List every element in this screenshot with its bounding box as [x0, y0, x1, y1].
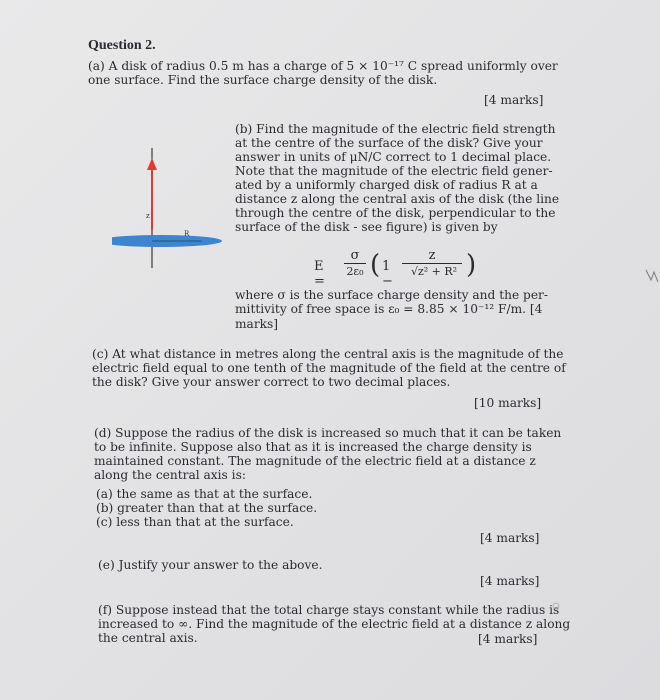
part-c-line-3: the disk? Give your answer correct to two decimal places.	[92, 375, 451, 389]
charged-disk-figure	[112, 140, 222, 270]
formula-fraction-bar	[344, 263, 366, 264]
part-c-line-1: (c) At what distance in metres along the central axis is the magnitude of the	[92, 347, 564, 361]
part-b-line-2: at the centre of the surface of the disk? Give your	[235, 136, 543, 150]
handwriting-cursor-icon	[645, 268, 659, 286]
part-f-line-1: (f) Suppose instead that the total charge stays constant while the radius is	[98, 603, 560, 617]
part-d-marks: [4 marks]	[480, 531, 540, 545]
part-d-option-b: (b) greater than that at the surface.	[96, 501, 318, 515]
radius-label: R	[184, 230, 190, 238]
formula-one-minus: 1 −	[382, 259, 393, 289]
part-e-marks: [4 marks]	[480, 574, 540, 588]
part-b-marks: marks]	[235, 317, 279, 331]
part-d-line-3: maintained constant. The magnitude of the electric field at a distance z	[94, 454, 536, 468]
part-d-line-4: along the central axis is:	[94, 468, 246, 482]
part-f-line-3: the central axis.	[98, 631, 198, 645]
part-c-marks: [10 marks]	[474, 396, 542, 410]
part-b-line-3: answer in units of μN/C correct to 1 decimal place.	[235, 150, 552, 164]
formula-right-paren: )	[466, 250, 477, 280]
formula-left-paren: (	[370, 250, 381, 280]
part-b-line-6: distance z along the central axis of the disk (the line	[235, 192, 560, 206]
question-title: Question 2.	[88, 38, 156, 53]
part-a-marks: [4 marks]	[484, 93, 544, 107]
small-circle-icon	[552, 602, 560, 610]
part-d-option-c: (c) less than that at the surface.	[96, 515, 294, 529]
part-b-line-8: surface of the disk - see figure) is given by	[235, 220, 498, 234]
part-a-line-2: one surface. Find the surface charge density of the disk.	[88, 73, 438, 87]
z-axis-label: z	[146, 212, 150, 220]
field-arrow-head	[147, 158, 157, 170]
part-c-line-2: electric field equal to one tenth of the magnitude of the field at the centre of	[92, 361, 566, 375]
part-f-line-2: increased to ∞. Find the magnitude of the electric field at a distance z along	[98, 617, 571, 631]
formula-denominator: 2ε₀	[346, 265, 364, 278]
formula-z-numerator: z	[428, 248, 436, 263]
part-d-option-a: (a) the same as that at the surface.	[96, 487, 313, 501]
part-d-line-2: to be infinite. Suppose also that as it is increased the charge density is	[94, 440, 532, 454]
part-b-line-7: through the centre of the disk, perpendicular to the	[235, 206, 556, 220]
formula-fraction-bar-2	[402, 263, 462, 264]
formula-root: √z² + R²	[410, 265, 458, 278]
part-b-after-line-2: mittivity of free space is ε₀ = 8.85 × 10⁻¹² F/m. [4	[235, 302, 543, 316]
part-b-after-line-1: where σ is the surface charge density and the per-	[235, 288, 548, 302]
part-b-line-5: ated by a uniformly charged disk of radius R at a	[235, 178, 538, 192]
formula-lhs: E =	[314, 259, 325, 289]
part-f-marks: [4 marks]	[478, 632, 538, 646]
part-d-line-1: (d) Suppose the radius of the disk is increased so much that it can be taken	[94, 426, 562, 440]
formula-sigma: σ	[350, 248, 360, 263]
part-b-line-4: Note that the magnitude of the electric field gener-	[235, 164, 553, 178]
part-e-text: (e) Justify your answer to the above.	[98, 558, 323, 572]
part-a-line-1: (a) A disk of radius 0.5 m has a charge of 5 × 10⁻¹⁷ C spread uniformly over	[88, 59, 558, 73]
part-b-line-1: (b) Find the magnitude of the electric field strength	[235, 122, 556, 136]
